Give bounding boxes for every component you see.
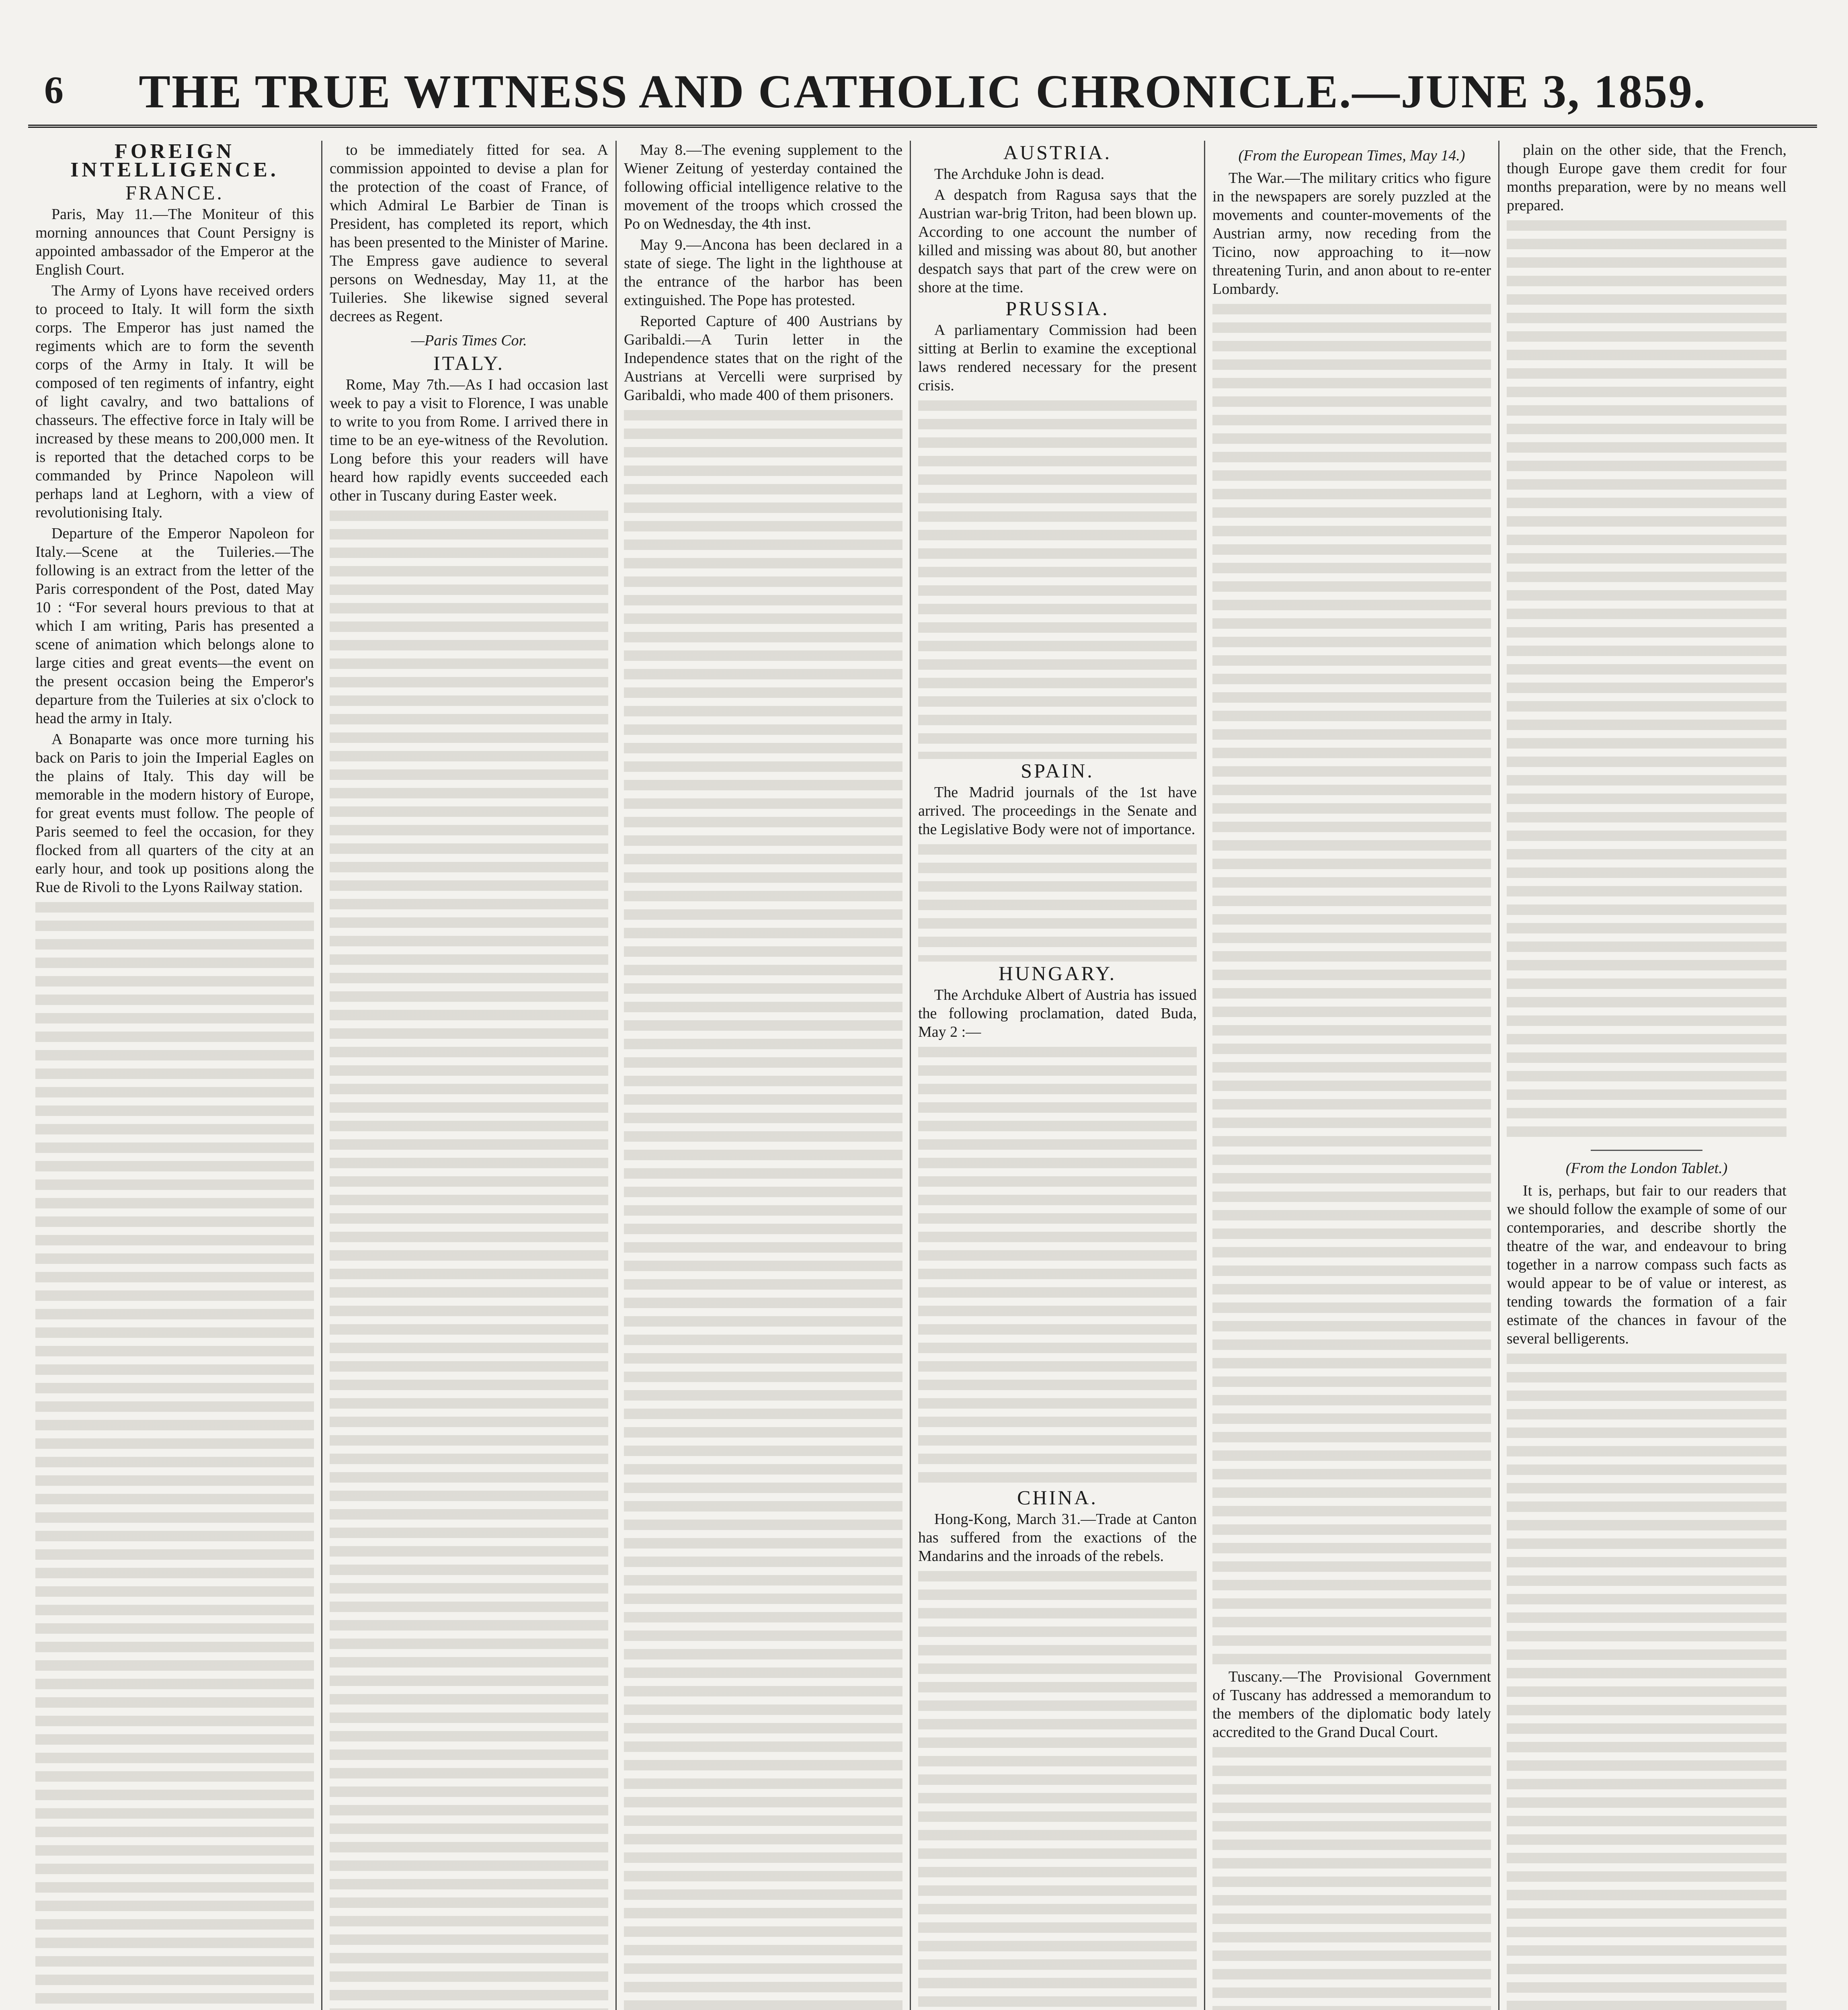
text-continuation <box>1212 301 1491 1667</box>
text-continuation <box>918 1044 1197 1486</box>
source-credit: —Paris Times Cor. <box>411 332 527 349</box>
paragraph: A Bonaparte was once more turning his back on Paris to join the Imperial Eagles on the plains of Italy. This day will be memorable in the modern history of Europe, for great events must follow. The people of Paris seemed to feel the occasion, for they flocked from all quarters of the city at an early hour, and took up positions along the Rue de Rivoli to the Lyons Railway station. <box>35 731 314 896</box>
text-continuation <box>918 1568 1197 2010</box>
column-6 <box>1499 141 1794 2010</box>
article-columns <box>28 141 1817 2010</box>
text-continuation <box>918 397 1197 759</box>
text-continuation <box>1507 217 1786 1142</box>
text-continuation <box>330 507 608 2010</box>
paragraph: May 9.—Ancona has been declared in a state of siege. The light in the lighthouse at the entrance of the harbor has been extinguished. The Pope has protested. <box>624 236 902 309</box>
text-continuation <box>1507 1350 1786 2010</box>
divider <box>1591 1150 1702 1151</box>
text-continuation <box>35 899 314 2010</box>
source-credit: (From the London Tablet.) <box>1565 1160 1728 1177</box>
subsection-heading-hungary: HUNGARY. <box>998 962 1117 984</box>
newspaper-title: THE TRUE WITNESS AND CATHOLIC CHRONICLE.—JUNE 3, 1859. <box>139 65 1706 118</box>
paragraph: Paris, May 11.—The Moniteur of this morning announces that Count Persigny is appointed ambassador of the Emperor at the English Court. <box>35 206 314 278</box>
subsection-heading-china: CHINA. <box>1017 1486 1098 1509</box>
paragraph: Tuscany.—The Provisional Government of Tuscany has addressed a memorandum to the members of the diplomatic body lately accredited to the Grand Ducal Court. <box>1212 1668 1491 1741</box>
paragraph: A despatch from Ragusa says that the Austrian war-brig Triton, had been blown up. According to one account the number of killed and missing was about 80, but another despatch says that part of the crew were on shore at the time. <box>918 187 1197 296</box>
column-3 <box>617 141 911 2010</box>
column-2 <box>322 141 617 2010</box>
subsection-heading-spain: SPAIN. <box>1021 759 1094 782</box>
paragraph: The War.—The military critics who figure in the newspapers are sorely puzzled at the movements and counter-movements of the Austrian army, now receding from the Ticino, now approaching to it—now threatening Turin, and anon about to re-enter Lombardy. <box>1212 170 1491 297</box>
subsection-heading-prussia: PRUSSIA. <box>1005 297 1110 320</box>
page-number: 6 <box>44 68 64 111</box>
subsection-heading-austria: AUSTRIA. <box>1003 141 1112 164</box>
text-continuation <box>918 841 1197 962</box>
paragraph: plain on the other side, that the French, though Europe gave them credit for four months preparation, were by no means well prepared. <box>1507 142 1786 214</box>
paragraph: The Madrid journals of the 1st have arrived. The proceedings in the Senate and the Legislative Body were not of importance. <box>918 784 1197 838</box>
paragraph: Departure of the Emperor Napoleon for Italy.—Scene at the Tuileries.—The following is an extract from the letter of the Paris correspondent of the Post, dated May 10 : “For several hours previous to that at which I am writing, Paris has presented a scene of animation which belongs alone to large cities and great events—the event on the present occasion being the Emperor's departure from the Tuileries at six o'clock to head the army in Italy. <box>35 525 314 727</box>
newspaper-page <box>28 64 1817 2010</box>
column-5 <box>1205 141 1499 2010</box>
paragraph: The Army of Lyons have received orders to proceed to Italy. It will form the sixth corps. The Emperor has just named the regiments which are to form the seventh corps of the Army in Italy. It will be composed of ten regiments of infantry, eight of light cavalry, and two battalions of chasseurs. The effective force in Italy will be increased by these means to 200,000 men. It is reported that the detached corps to be commanded by Prince Napoleon will perhaps land at Leghorn, with a view of revolutionising Italy. <box>35 282 314 521</box>
paragraph: It is, perhaps, but fair to our readers that we should follow the example of some of our contemporaries, and describe shortly the theatre of the war, and endeavour to bring together in a narrow compass such facts as would appear to be of value or interest, as tending towards the formation of a fair estimate of the chances in favour of the several belligerents. <box>1507 1182 1786 1347</box>
subsection-heading-italy: ITALY. <box>433 352 505 374</box>
subsection-heading-france: FRANCE. <box>125 181 224 204</box>
column-4 <box>911 141 1205 2010</box>
masthead <box>28 64 1817 128</box>
text-continuation <box>624 407 902 2010</box>
section-heading: FOREIGN INTELLIGENCE. <box>70 141 279 181</box>
paragraph: A parliamentary Commission had been sitting at Berlin to examine the exceptional laws rendered necessary for the present crisis. <box>918 322 1197 394</box>
paragraph: Rome, May 7th.—As I had occasion last week to pay a visit to Florence, I was unable to write to you from Rome. I arrived there in time to be an eye-witness of the Revolution. Long before this your readers will have heard how rapidly events succeeded each other in Tuscany during Easter week. <box>330 376 608 504</box>
source-credit: (From the European Times, May 14.) <box>1238 147 1465 164</box>
paragraph: to be immediately fitted for sea. A commission appointed to devise a plan for the protection of the coast of France, of which Admiral Le Barbier de Tinan is President, has completed its report, which has been presented to the Minister of Marine. The Empress gave audience to several persons on Wednesday, May 11, at the Tuileries. She likewise signed several decrees as Regent. <box>330 142 608 325</box>
paragraph: May 8.—The evening supplement to the Wiener Zeitung of yesterday contained the following official intelligence relative to the movement of the troops which crossed the Po on Wednesday, the 4th inst. <box>624 142 902 232</box>
text-continuation <box>1212 1744 1491 2010</box>
paragraph: The Archduke John is dead. <box>934 166 1105 183</box>
paragraph: The Archduke Albert of Austria has issued the following proclamation, dated Buda, May 2 :— <box>918 987 1197 1040</box>
paragraph: Reported Capture of 400 Austrians by Garibaldi.—A Turin letter in the Independence states that on the right of the Austrians at Vercelli were surprised by Garibaldi, who made 400 of them prisoners. <box>624 313 902 404</box>
paragraph: Hong-Kong, March 31.—Trade at Canton has suffered from the exactions of the Mandarins and the inroads of the rebels. <box>918 1511 1197 1565</box>
column-1 <box>28 141 322 2010</box>
